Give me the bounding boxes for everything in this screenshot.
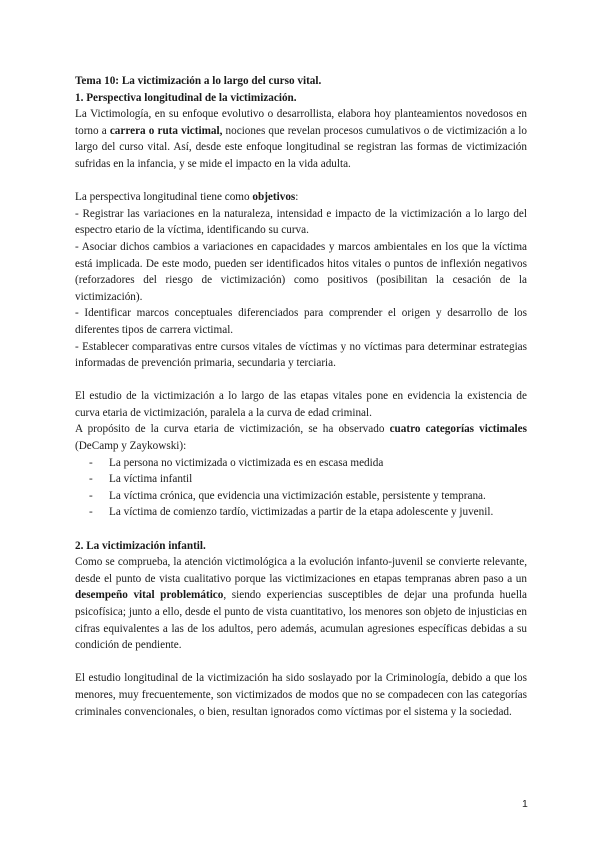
objective-item: - Registrar las variaciones en la naturaleza, intensidad e impacto de la victimización a lo largo del espectro etario de la víctima, identificando su curva. bbox=[75, 207, 527, 237]
bullet-dash: - bbox=[89, 473, 93, 486]
bullet-dash: - bbox=[89, 456, 93, 469]
section-1-paragraph-4 bbox=[75, 421, 527, 454]
text-run: (DeCamp y Zaykowski): bbox=[75, 440, 187, 453]
objective-item: - Identificar marcos conceptuales diferenciados para comprender el origen y desarrollo de los diferentes tipos de carrera victimal. bbox=[75, 307, 527, 336]
text-run: A propósito de la curva etaria de victimización, se ha observado bbox=[75, 423, 390, 436]
emphasis-text: objetivos bbox=[252, 191, 296, 204]
objectives-intro bbox=[75, 189, 527, 206]
paragraph-gap bbox=[75, 372, 527, 389]
list-item-text: La víctima de comienzo tardío, victimizadas a partir de la etapa adolescente y juvenil. bbox=[109, 506, 494, 519]
section-1-heading: 1. Perspectiva longitudinal de la victimización. bbox=[75, 91, 297, 104]
list-item-text: La persona no victimizada o victimizada es en escasa medida bbox=[109, 456, 384, 469]
bullet-dash: - bbox=[89, 506, 93, 519]
text-run: La Victimología, en su enfoque evolutivo o desarrollista, elabora hoy planteamientos novedosos en torno a bbox=[75, 108, 527, 137]
text-run: : bbox=[295, 191, 299, 204]
paragraph-gap bbox=[75, 521, 527, 538]
section-2-heading: 2. La victimización infantil. bbox=[75, 539, 206, 552]
emphasis-text: cuatro categorías victimales bbox=[389, 423, 527, 436]
list-item bbox=[75, 471, 527, 488]
section-2-paragraph-2: El estudio longitudinal de la victimización ha sido soslayado por la Criminología, debido a que los menores, muy frecuentemente, son victimizados de modos que no se compadecen con las categorías criminales convencionales, o bien, resultan ignorados como víctimas por el sistema y la sociedad. bbox=[75, 672, 527, 718]
section-2-paragraph-1 bbox=[75, 554, 527, 654]
emphasis-text: carrera o ruta victimal, bbox=[109, 124, 223, 137]
objective-item: - Asociar dichos cambios a variaciones en capacidades y marcos ambientales en los que la víctima está implicada. De este modo, pueden ser identificados hitos vitales o puntos de inflexión negativos (reforzadores del riesgo de victimización) como positivos (posibilitan la cesación de la victimización). bbox=[75, 240, 527, 303]
text-run: La perspectiva longitudinal tiene como bbox=[75, 191, 253, 204]
section-1-paragraph-3: El estudio de la victimización a lo largo de las etapas vitales pone en evidencia la existencia de curva etaria de victimización, paralela a la curva de edad criminal. bbox=[75, 390, 527, 419]
list-item-text: La víctima infantil bbox=[109, 473, 193, 486]
paragraph-gap bbox=[75, 654, 527, 671]
list-item bbox=[75, 488, 527, 505]
text-run: , siendo experiencias susceptibles de dejar una profunda huella psicofísica; junto a ello, desde el punto de vista cuantitativo, los menores son objeto de injusticias en cifras equivalentes a las de los adultos, pero además, acumulan agresiones específicas debidas a su condición de pendiente. bbox=[75, 589, 527, 652]
paragraph-gap bbox=[75, 173, 527, 190]
emphasis-text: desempeño vital problemático bbox=[75, 589, 224, 602]
victim-categories-list bbox=[75, 455, 527, 521]
page-number: 1 bbox=[522, 798, 528, 810]
text-run: Como se comprueba, la atención victimológica a la evolución infanto-juvenil se convierte relevante, desde el punto de vista cualitativo porque las victimizaciones en etapas tempranas abren paso a un bbox=[75, 556, 527, 585]
list-item bbox=[75, 455, 527, 472]
objective-item: - Establecer comparativas entre cursos vitales de víctimas y no víctimas para determinar estrategias informadas de prevención primaria, secundaria y terciaria. bbox=[75, 340, 527, 370]
text-run: nociones que revelan procesos cumulativos o de victimización a lo largo del curso vital. Así, desde este enfoque longitudinal se registran las formas de victimización sufridas en la infancia, y se mide el impacto en la vida adulta. bbox=[75, 124, 527, 170]
list-item-text: La víctima crónica, que evidencia una victimización estable, persistente y temprana. bbox=[109, 489, 486, 502]
document-title: Tema 10: La victimización a lo largo del curso vital. bbox=[75, 75, 322, 87]
list-item bbox=[75, 504, 527, 521]
bullet-dash: - bbox=[89, 489, 93, 502]
page-content bbox=[75, 73, 527, 720]
section-1-paragraph-1 bbox=[75, 106, 527, 172]
